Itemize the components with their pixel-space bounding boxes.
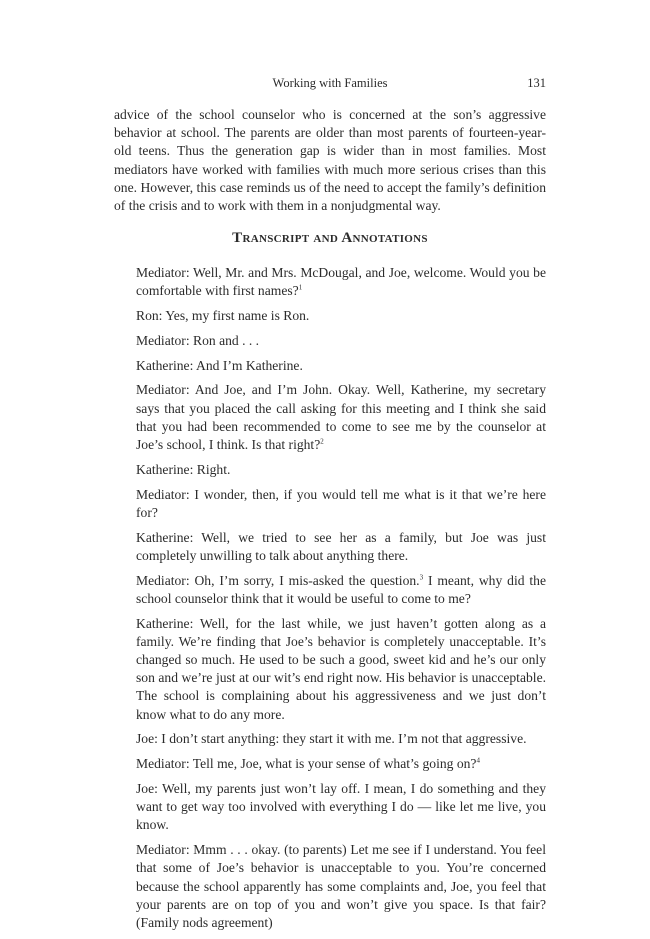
transcript-turn xyxy=(136,264,546,300)
turn-text: Mediator: Ron and . . . xyxy=(136,332,260,348)
turn-text: Ron: Yes, my first name is Ron. xyxy=(136,308,310,323)
transcript-turn xyxy=(136,357,546,375)
transcript-turn xyxy=(136,486,546,522)
running-title: Working with Families xyxy=(272,76,388,90)
footnote-marker: 3 xyxy=(419,573,424,582)
intro-paragraph: advice of the school counselor who is concerned at the son’s aggressive behavior at school. The parents are older than most parents of fourteen-year-old teens. Thus the generation gap is wider than in most families. Most mediators have worked with families with much more serious crises than this one. However, this case reminds us of the need to accept the family’s definition of the crisis and to work with them in a nonjudgmental way. xyxy=(114,107,546,214)
transcript-turn xyxy=(136,461,546,479)
transcript-turn xyxy=(136,730,546,748)
transcript-turn xyxy=(136,615,546,724)
turn-text: Katherine: Well, for the last while, we just haven’t gotten along as a family. We’re finding that Joe’s behavior is completely unacceptable. It’s changed so much. He used to be such a good, sweet kid and he’s our only son and we’re just at our wit’s end right now. His behavior is unacceptable. The school is complaining about his aggressiveness and we just don’t know what to do any more. xyxy=(136,615,546,722)
transcript-turn xyxy=(136,572,546,608)
turn-text: Katherine: Well, we tried to see her as a family, but Joe was just completely unwilling to talk about anything there. xyxy=(136,529,546,563)
page-number: 131 xyxy=(527,76,546,90)
transcript-turn xyxy=(136,332,546,350)
turn-text: Joe: Well, my parents just won’t lay off. I mean, I do something and they want to get way too involved with everything I do — like let me live, you know. xyxy=(136,781,546,833)
transcript-turn xyxy=(136,841,546,932)
footnote-marker: 1 xyxy=(298,283,303,292)
turn-text: Mediator: Tell me, Joe, what is your sense of what’s going on? xyxy=(136,756,477,772)
footnote-marker: 4 xyxy=(476,756,480,765)
turn-text: Katherine: And I’m Katherine. xyxy=(136,357,303,373)
turn-text: Joe: I don’t start anything: they start it with me. I’m not that aggressive. xyxy=(136,731,527,747)
transcript-turn xyxy=(136,307,546,325)
transcript-turn xyxy=(136,780,546,835)
turn-text-continued: I meant, why did the school counselor think that it would be useful to come to me? xyxy=(136,572,547,606)
turn-text: Mediator: Well, Mr. and Mrs. McDougal, and Joe, welcome. Would you be comfortable with first names? xyxy=(136,265,546,299)
turn-text: Mediator: Mmm . . . okay. (to parents) Let me see if I understand. You feel that some of Joe’s behavior is unacceptable to you. You’re concerned because the school apparently has some complaints and, Joe, you feel that your parents are on top of you and won’t give you space. Is that fair? (Family nods agreement) xyxy=(136,842,546,931)
footnote-marker: 2 xyxy=(320,437,324,446)
turn-text: Katherine: Right. xyxy=(136,461,231,477)
turn-text: Mediator: Oh, I’m sorry, I mis-asked the question. xyxy=(136,572,420,588)
turn-text: Mediator: I wonder, then, if you would tell me what is it that we’re here for? xyxy=(136,486,546,520)
running-head xyxy=(114,76,546,94)
transcript-turn xyxy=(136,529,546,565)
transcript xyxy=(136,264,546,939)
turn-text: Mediator: And Joe, and I’m John. Okay. Well, Katherine, my secretary says that you placed the call asking for this meeting and I think she said that you had been recommended to come to see me by the counselor at Joe’s school, I think. Is that right? xyxy=(136,382,546,452)
transcript-turn xyxy=(136,381,546,454)
section-heading: Transcript and Annotations xyxy=(232,230,428,246)
transcript-turn xyxy=(136,755,546,773)
